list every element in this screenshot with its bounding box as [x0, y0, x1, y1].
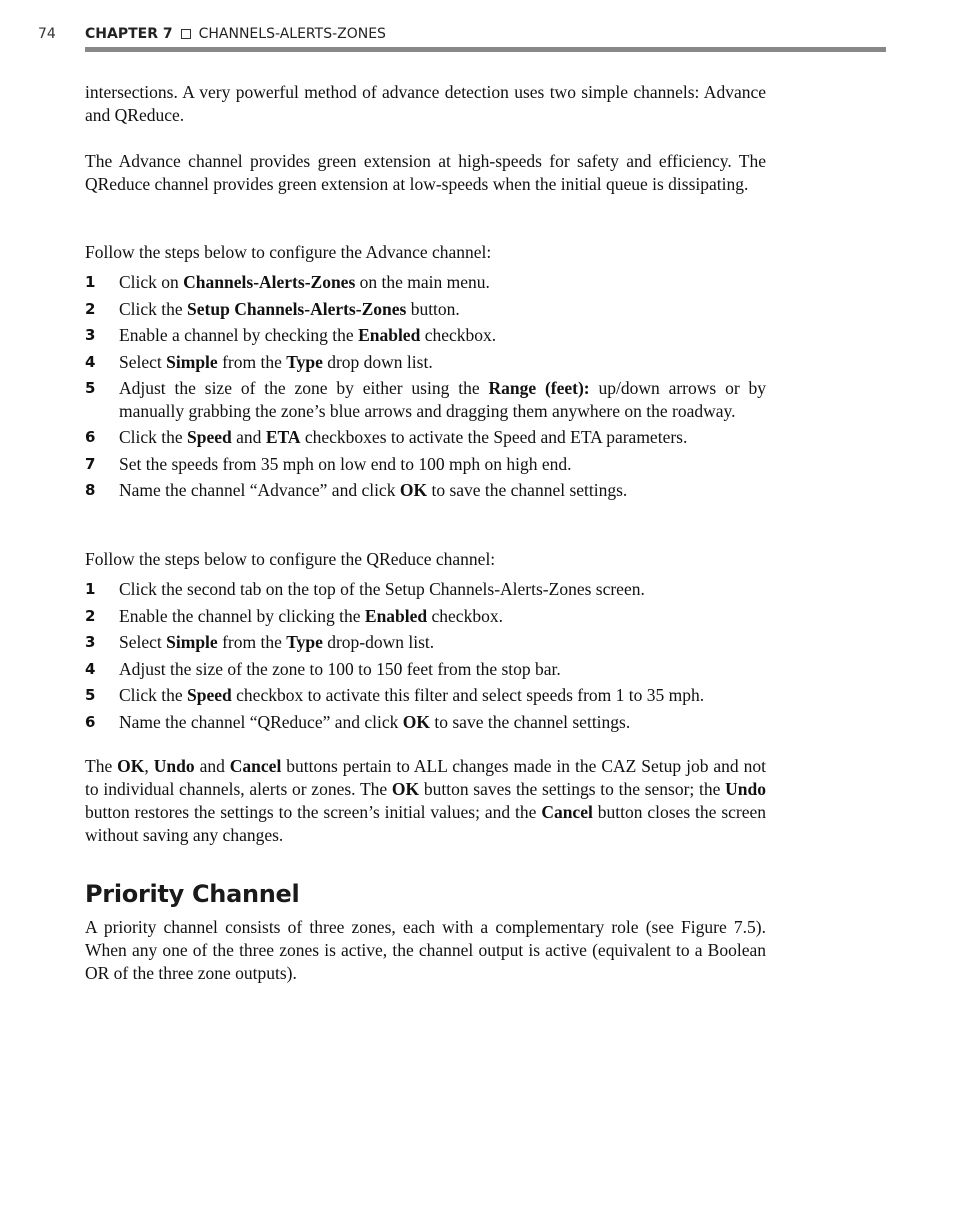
text-run: to save the channel settings.	[430, 711, 631, 732]
step-number: 6	[85, 428, 96, 446]
step-number: 2	[85, 299, 96, 318]
text-run: drop-down list.	[322, 632, 435, 652]
bold-term: Enabled	[358, 325, 421, 345]
bold-term: Type	[286, 632, 323, 652]
step-text	[119, 684, 766, 707]
step-number: 5	[85, 686, 96, 704]
bold-term: Cancel	[541, 802, 593, 822]
step-item	[85, 658, 766, 681]
step-item	[85, 271, 766, 294]
text-run: buttons pertain to ALL changes made in the CAZ Setup job and not to individual channels, alerts or zones. The	[85, 756, 766, 799]
step-item	[85, 377, 766, 422]
text-run: Name the channel “QReduce” and click	[119, 711, 403, 732]
bold-term: Speed	[187, 427, 232, 447]
running-header	[38, 26, 886, 50]
step-text	[119, 658, 766, 681]
text-run: button saves the settings to the sensor; the	[419, 779, 726, 799]
bold-term: Range (feet):	[488, 378, 590, 398]
bold-term: Channels-Alerts-Zones	[183, 272, 356, 292]
step-item	[85, 351, 766, 374]
advance-steps-intro: Follow the steps below to configure the Advance channel:	[85, 242, 492, 262]
step-number: 4	[85, 352, 96, 371]
chapter-label: CHAPTER 7	[85, 26, 173, 42]
bold-term: OK	[402, 711, 430, 732]
bold-term: Type	[286, 351, 323, 372]
step-number: 3	[85, 326, 96, 344]
page-number: 74	[38, 26, 56, 42]
text-run: Click the second tab on the top of the Setup Channels-Alerts-Zones screen.	[119, 579, 645, 599]
step-number: 2	[85, 606, 96, 625]
text-run: Click the	[119, 685, 188, 705]
step-text	[119, 271, 766, 294]
step-item	[85, 578, 766, 601]
bold-term: Speed	[187, 685, 232, 705]
bold-term: Undo	[725, 779, 766, 799]
step-item	[85, 453, 766, 476]
step-text	[119, 578, 766, 601]
step-item	[85, 631, 766, 654]
text-run: Select	[119, 351, 167, 372]
step-text	[119, 631, 766, 654]
bold-term: Simple	[166, 632, 218, 652]
text-run: ,	[144, 756, 154, 776]
advance-qreduce-paragraph: The Advance channel provides green extension at high-speeds for safety and efficiency. The QReduce channel provides green extension at low-speeds when the initial queue is dissipating.	[85, 151, 766, 194]
step-text	[119, 298, 766, 321]
text-run: Enable a channel by checking the	[119, 325, 359, 345]
step-text	[119, 426, 766, 449]
bold-term: Cancel	[229, 756, 282, 776]
text-run: checkboxes to activate the Speed and ETA parameters.	[300, 427, 688, 447]
text-run: from the	[217, 351, 287, 372]
text-run: and	[194, 756, 230, 776]
text-run: Click on	[119, 272, 184, 292]
section-heading-priority-channel: Priority Channel	[85, 880, 300, 908]
step-text	[119, 605, 766, 628]
qreduce-steps-intro: Follow the steps below to configure the QReduce channel:	[85, 549, 496, 569]
chapter-title	[85, 26, 386, 42]
step-text	[119, 324, 766, 347]
qreduce-steps-list	[85, 578, 766, 737]
advance-steps-list	[85, 271, 766, 506]
text-run: checkbox.	[420, 325, 497, 345]
bold-term: OK	[117, 756, 145, 776]
buttons-paragraph	[85, 755, 766, 847]
text-run: Name the channel “Advance” and click	[119, 480, 400, 500]
text-run: Adjust the size of the zone to 100 to 150 feet from the stop bar.	[119, 658, 561, 679]
step-item	[85, 479, 766, 502]
step-item	[85, 711, 766, 734]
step-text	[119, 351, 766, 374]
step-number: 8	[85, 481, 96, 499]
text-run: Select	[119, 632, 167, 652]
text-run: button closes the screen without saving any changes.	[85, 802, 767, 845]
header-rule	[85, 47, 886, 52]
text-run: to save the channel settings.	[427, 480, 628, 500]
step-number: 1	[85, 580, 96, 598]
step-number: 7	[85, 454, 96, 473]
text-run: on the main menu.	[355, 272, 490, 292]
step-text	[119, 479, 766, 502]
bold-term: Simple	[166, 351, 218, 372]
text-run: The	[85, 756, 118, 776]
step-number: 6	[85, 712, 96, 731]
step-number: 3	[85, 633, 96, 651]
bold-term: Setup Channels-Alerts-Zones	[187, 298, 407, 319]
chapter-name: CHANNELS-ALERTS-ZONES	[198, 26, 386, 42]
text-run: from the	[217, 632, 287, 652]
step-number: 5	[85, 379, 96, 397]
text-run: Click the	[119, 427, 188, 447]
step-text	[119, 377, 766, 422]
text-run: button.	[406, 298, 460, 319]
step-item	[85, 298, 766, 321]
text-run: button restores the settings to the screen’s initial values; and the	[85, 802, 542, 822]
text-run: and	[231, 427, 266, 447]
text-run: Adjust the size of the zone by either using the	[119, 378, 489, 398]
text-run: checkbox.	[427, 605, 503, 626]
bold-term: ETA	[265, 427, 301, 447]
step-number: 4	[85, 659, 96, 678]
separator-box-icon	[181, 29, 191, 39]
bold-term: Enabled	[364, 605, 428, 626]
text-run: Click the	[119, 298, 188, 319]
text-run: up/down arrows or by manually grabbing the zone’s blue arrows and dragging them anywhere on the roadway.	[119, 378, 766, 421]
step-number: 1	[85, 273, 96, 291]
bold-term: OK	[391, 779, 420, 799]
step-item	[85, 426, 766, 449]
step-item	[85, 684, 766, 707]
step-text	[119, 453, 766, 476]
bold-term: Undo	[153, 756, 195, 776]
intro-paragraph: intersections. A very powerful method of advance detection uses two simple channels: Advance and QReduce.	[85, 82, 766, 125]
text-run: Set the speeds from 35 mph on low end to 100 mph on high end.	[119, 453, 572, 474]
text-run: drop down list.	[322, 351, 433, 372]
step-item	[85, 605, 766, 628]
bold-term: OK	[399, 480, 428, 500]
text-run: checkbox to activate this filter and select speeds from 1 to 35 mph.	[231, 685, 705, 705]
step-item	[85, 324, 766, 347]
text-run: Enable the channel by clicking the	[119, 605, 365, 626]
step-text	[119, 711, 766, 734]
priority-paragraph: A priority channel consists of three zones, each with a complementary role (see Figure 7.5). When any one of the three zones is active, the channel output is active (equivalent to a Boolean OR of the three zone outputs).	[85, 917, 766, 983]
